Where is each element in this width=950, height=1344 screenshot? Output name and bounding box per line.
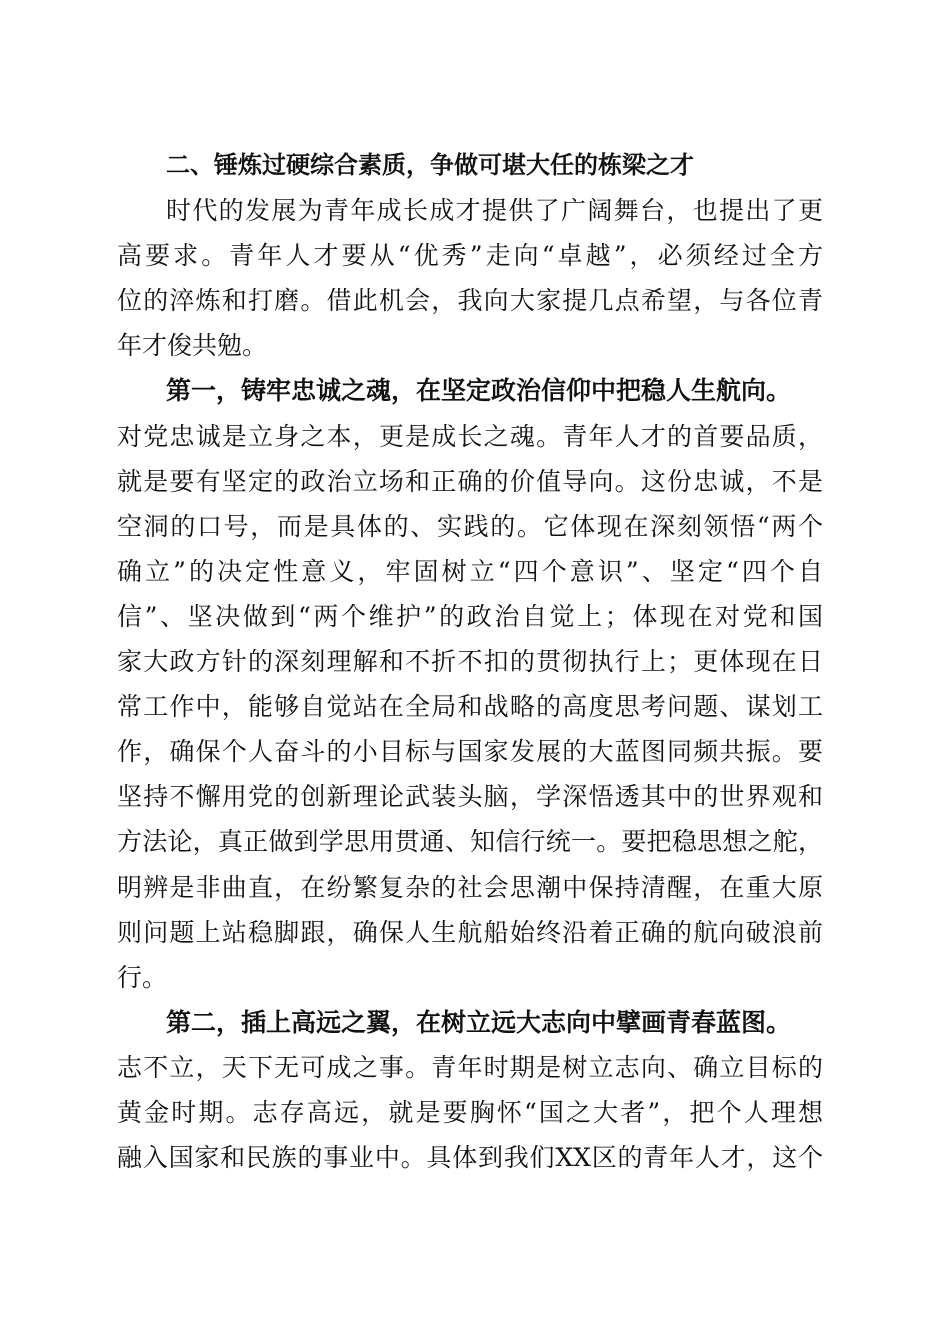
section-heading: 二、锤炼过硬综合素质，争做可堪大任的栋梁之才	[166, 151, 694, 179]
paragraph-line: 行。	[117, 962, 168, 992]
document-body	[117, 188, 823, 1180]
paragraph-line: 空洞的口号，而是具体的、实践的。它体现在深刻领悟“两个	[117, 511, 823, 541]
paragraph-line: 方法论，真正做到学思用贯通、知信行统一。要把稳思想之舵，	[117, 827, 823, 857]
subheading-line: 第一，铸牢忠诚之魂，在坚定政治信仰中把稳人生航向。	[166, 376, 792, 406]
paragraph-line: 家大政方针的深刻理解和不折不扣的贯彻执行上；更体现在日	[117, 647, 823, 677]
paragraph-line: 黄金时期。志存高远，就是要胸怀“国之大者”，把个人理想	[117, 1097, 823, 1127]
paragraph-line: 年才俊共勉。	[117, 331, 268, 361]
paragraph-line: 信”、坚决做到“两个维护”的政治自觉上；体现在对党和国	[117, 601, 823, 631]
document-page	[117, 143, 823, 1180]
paragraph-line: 明辨是非曲直，在纷繁复杂的社会思潮中保持清醒，在重大原	[117, 872, 823, 902]
paragraph-line: 对党忠诚是立身之本，更是成长之魂。青年人才的首要品质，	[117, 421, 823, 451]
paragraph-line: 时代的发展为青年成长成才提供了广阔舞台，也提出了更	[166, 196, 823, 226]
paragraph-line: 坚持不懈用党的创新理论武装头脑，学深悟透其中的世界观和	[117, 782, 823, 812]
paragraph-line: 常工作中，能够自觉站在全局和战略的高度思考问题、谋划工	[117, 692, 823, 722]
subheading-line: 第二，插上高远之翼，在树立远大志向中擘画青春蓝图。	[166, 1007, 792, 1037]
paragraph-line: 融入国家和民族的事业中。具体到我们XX区的青年人才，这个	[117, 1143, 823, 1173]
paragraph-line: 位的淬炼和打磨。借此机会，我向大家提几点希望，与各位青	[117, 286, 823, 316]
paragraph-line: 作，确保个人奋斗的小目标与国家发展的大蓝图同频共振。要	[117, 737, 823, 767]
paragraph-line: 确立”的决定性意义，牢固树立“四个意识”、坚定“四个自	[117, 556, 823, 586]
paragraph-line: 就是要有坚定的政治立场和正确的价值导向。这份忠诚，不是	[117, 466, 823, 496]
paragraph-line: 高要求。青年人才要从“优秀”走向“卓越”，必须经过全方	[117, 241, 823, 271]
paragraph-line: 志不立，天下无可成之事。青年时期是树立志向、确立目标的	[117, 1052, 823, 1082]
paragraph-line: 则问题上站稳脚跟，确保人生航船始终沿着正确的航向破浪前	[117, 917, 823, 947]
